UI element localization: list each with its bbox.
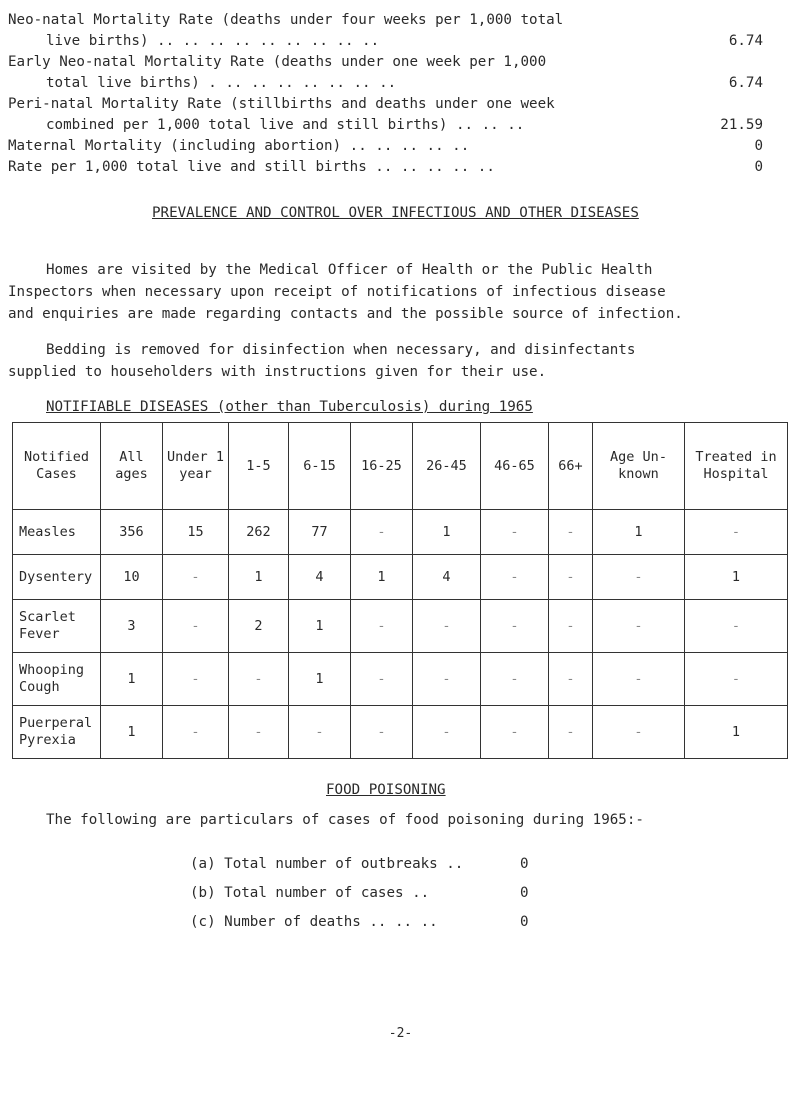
col-all-ages: All ages: [101, 423, 163, 510]
col-notified-cases: Notified Cases: [13, 423, 101, 510]
rate-per-1000-line: Rate per 1,000 total live and still births .. .. .. .. ..: [8, 159, 495, 175]
prevalence-para1-line3: and enquiries are made regarding contacts and the possible source of infection.: [8, 306, 683, 322]
table-cell: 356: [101, 510, 163, 555]
col-46-65: 46-65: [481, 423, 549, 510]
table-cell: -: [685, 600, 788, 653]
table-row: [13, 706, 788, 759]
food-poisoning-outbreaks-label: (a) Total number of outbreaks ..: [190, 856, 464, 872]
prevalence-para1-line2: Inspectors when necessary upon receipt of notifications of infectious disease: [8, 284, 666, 300]
table-cell: -: [549, 706, 593, 759]
table-cell: 1: [413, 510, 481, 555]
table-row: [13, 510, 788, 555]
col-1-5: 1-5: [229, 423, 289, 510]
rate-per-1000-value: 0: [754, 159, 763, 175]
table-cell: -: [481, 706, 549, 759]
row-label-puerperal-pyrexia: Puerperal Pyrexia: [13, 706, 101, 759]
table-cell: -: [351, 653, 413, 706]
rate-perinatal-value: 21.59: [720, 117, 763, 133]
table-cell: 4: [413, 555, 481, 600]
table-cell: -: [593, 706, 685, 759]
table-cell: -: [685, 653, 788, 706]
prevalence-heading: PREVALENCE AND CONTROL OVER INFECTIOUS AND OTHER DISEASES: [152, 205, 639, 221]
rate-maternal-value: 0: [754, 138, 763, 154]
notifiable-heading: NOTIFIABLE DISEASES (other than Tuberculosis) during 1965: [46, 399, 533, 415]
page-number: -2-: [388, 1026, 413, 1041]
prevalence-para2-line2: supplied to householders with instructions given for their use.: [8, 364, 547, 380]
rate-early-neonatal-value: 6.74: [728, 75, 763, 91]
table-cell: -: [593, 600, 685, 653]
table-cell: -: [481, 510, 549, 555]
food-poisoning-cases-value: 0: [520, 885, 529, 901]
table-cell: 1: [289, 653, 351, 706]
table-cell: 3: [101, 600, 163, 653]
table-cell: -: [289, 706, 351, 759]
table-cell: 1: [101, 706, 163, 759]
row-label-scarlet-fever: Scarlet Fever: [13, 600, 101, 653]
table-cell: -: [549, 653, 593, 706]
table-row: [13, 600, 788, 653]
table-cell: -: [413, 600, 481, 653]
table-cell: -: [351, 510, 413, 555]
table-cell: -: [481, 555, 549, 600]
table-cell: 1: [101, 653, 163, 706]
col-under-1-year: Under 1 year: [163, 423, 229, 510]
food-poisoning-heading: FOOD POISONING: [326, 782, 446, 798]
table-cell: -: [593, 653, 685, 706]
rate-neonatal-line2: live births) .. .. .. .. .. .. .. .. ..: [46, 33, 380, 49]
table-cell: 4: [289, 555, 351, 600]
table-cell: -: [481, 600, 549, 653]
col-66-plus: 66+: [549, 423, 593, 510]
col-26-45: 26-45: [413, 423, 481, 510]
table-row: [13, 555, 788, 600]
rate-early-neonatal-line2: total live births) . .. .. .. .. .. .. ..: [46, 75, 397, 91]
notifiable-diseases-table: [12, 422, 788, 759]
col-6-15: 6-15: [289, 423, 351, 510]
row-label-measles: Measles: [13, 510, 101, 555]
rate-perinatal-line1: Peri-natal Mortality Rate (stillbirths and deaths under one week: [8, 96, 555, 112]
table-cell: -: [549, 600, 593, 653]
table-cell: 10: [101, 555, 163, 600]
table-cell: 77: [289, 510, 351, 555]
col-age-unknown: Age Un-known: [593, 423, 685, 510]
table-cell: 1: [351, 555, 413, 600]
prevalence-para2-line1: Bedding is removed for disinfection when necessary, and disinfectants: [46, 342, 636, 358]
row-label-whooping-cough: Whooping Cough: [13, 653, 101, 706]
table-cell: -: [163, 653, 229, 706]
table-header-row: [13, 423, 788, 510]
table-cell: -: [413, 706, 481, 759]
table-cell: 15: [163, 510, 229, 555]
table-cell: -: [351, 706, 413, 759]
table-cell: -: [229, 653, 289, 706]
food-poisoning-deaths-label: (c) Number of deaths .. .. ..: [190, 914, 438, 930]
table-cell: -: [163, 600, 229, 653]
food-poisoning-deaths-value: 0: [520, 914, 529, 930]
table-cell: -: [593, 555, 685, 600]
table-cell: -: [163, 555, 229, 600]
rate-early-neonatal-line1: Early Neo-natal Mortality Rate (deaths under one week per 1,000: [8, 54, 547, 70]
table-cell: 2: [229, 600, 289, 653]
col-treated-in-hospital: Treated in Hospital: [685, 423, 788, 510]
table-cell: -: [163, 706, 229, 759]
table-cell: -: [413, 653, 481, 706]
table-cell: 1: [593, 510, 685, 555]
food-poisoning-cases-label: (b) Total number of cases ..: [190, 885, 430, 901]
prevalence-para1-line1: Homes are visited by the Medical Officer of Health or the Public Health: [46, 262, 653, 278]
table-cell: -: [481, 653, 549, 706]
table-cell: 1: [289, 600, 351, 653]
rate-neonatal-line1: Neo-natal Mortality Rate (deaths under four weeks per 1,000 total: [8, 12, 564, 28]
food-poisoning-intro: The following are particulars of cases of food poisoning during 1965:-: [46, 812, 644, 828]
row-label-dysentery: Dysentery: [13, 555, 101, 600]
table-cell: -: [229, 706, 289, 759]
table-cell: 1: [685, 555, 788, 600]
table-cell: 262: [229, 510, 289, 555]
table-cell: -: [549, 510, 593, 555]
table-row: [13, 653, 788, 706]
table-cell: 1: [685, 706, 788, 759]
food-poisoning-outbreaks-value: 0: [520, 856, 529, 872]
rate-perinatal-line2: combined per 1,000 total live and still births) .. .. ..: [46, 117, 525, 133]
table-cell: -: [549, 555, 593, 600]
table-cell: -: [685, 510, 788, 555]
rate-maternal-line: Maternal Mortality (including abortion) .. .. .. .. ..: [8, 138, 470, 154]
table-cell: -: [351, 600, 413, 653]
col-16-25: 16-25: [351, 423, 413, 510]
table-cell: 1: [229, 555, 289, 600]
rate-neonatal-value: 6.74: [728, 33, 763, 49]
